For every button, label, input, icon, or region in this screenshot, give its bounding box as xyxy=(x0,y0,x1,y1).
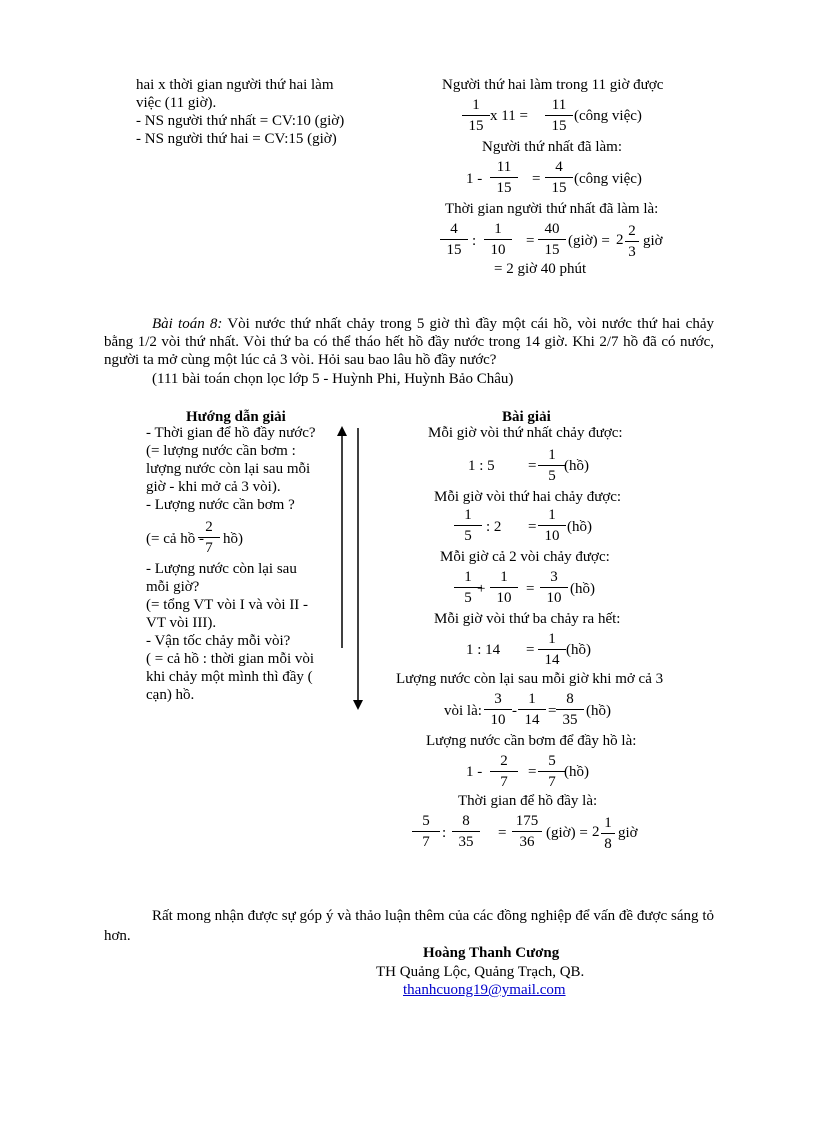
guide-heading: Hướng dẫn giải xyxy=(186,409,286,425)
author-school: TH Quảng Lộc, Quảng Trạch, QB. xyxy=(376,964,585,980)
operator: x 11 = xyxy=(490,108,528,124)
unit: giờ xyxy=(618,825,638,841)
fraction: $\frac{11}{15}$ xyxy=(490,158,518,197)
fraction: $\frac{5}{7}$ xyxy=(538,752,566,791)
unit: giờ xyxy=(643,233,663,249)
fraction: $\frac{1}{10}$ xyxy=(490,568,518,607)
unit: (công việc) xyxy=(574,108,642,124)
fraction: $\frac{3}{10}$ xyxy=(540,568,568,607)
fraction: $\frac{1}{14}$ xyxy=(538,630,566,669)
top-right-line-2: Người thứ nhất đã làm: xyxy=(482,139,623,155)
guide-line: mỗi giờ? xyxy=(146,579,200,595)
operator: = xyxy=(526,642,535,658)
down-arrow-icon xyxy=(353,428,363,710)
solution-step: Mỗi giờ vòi thứ nhất chảy được: xyxy=(428,425,623,441)
operator: (giờ) = xyxy=(546,825,588,841)
operator: = xyxy=(526,233,535,249)
operator: (giờ) = xyxy=(568,233,610,249)
top-right-line-4: = 2 giờ 40 phút xyxy=(494,261,587,277)
operator: 1 : 14 xyxy=(466,642,501,658)
fraction: $\frac{1}{14}$ xyxy=(518,690,546,729)
fraction: $\frac{8}{35}$ xyxy=(452,812,480,851)
guide-line: (= cả hồ - xyxy=(146,531,205,547)
guide-line: VT vòi III). xyxy=(146,615,217,631)
fraction: $\frac{4}{15}$ xyxy=(440,220,468,259)
guide-line: - Vận tốc chảy mỗi vòi? xyxy=(146,633,291,649)
fraction: $\frac{40}{15}$ xyxy=(538,220,566,259)
operator: 1 - xyxy=(466,764,483,780)
top-left-line-2: việc (11 giờ). xyxy=(136,95,217,111)
solution-heading: Bài giải xyxy=(502,409,551,425)
fraction: $\frac{4}{15}$ xyxy=(545,158,573,197)
operator: 1 - xyxy=(466,171,483,187)
up-arrow-icon xyxy=(337,426,347,648)
problem-statement: Bài toán 8: Vòi nước thứ nhất chảy trong 5 giờ thì đầy một cái hồ, vòi nước thứ hai chảy bằng 1/2 vòi thứ nhất. Vòi thứ ba có thể tháo hết hồ đầy nước trong 14 giờ. Khi 2/7 hồ đã có nước, người ta mở cùng một lúc cả 3 vòi. Hỏi sau bao lâu hồ đầy nước? xyxy=(104,316,714,368)
fraction: $\frac{1}{10}$ xyxy=(538,506,566,545)
guide-line: hồ) xyxy=(223,531,243,547)
operator: = xyxy=(528,458,537,474)
operator: = xyxy=(498,825,507,841)
fraction: $\frac{1}{10}$ xyxy=(484,220,512,259)
operator: = xyxy=(532,171,541,187)
author-email-link[interactable]: thanhcuong19@ymail.com xyxy=(403,982,566,998)
operator: - xyxy=(512,703,517,719)
operator: 1 : 5 xyxy=(468,458,495,474)
operator: = xyxy=(528,764,537,780)
fraction: $\frac{175}{36}$ xyxy=(512,812,542,851)
operator: = xyxy=(528,519,537,535)
guide-line: cạn) hồ. xyxy=(146,687,195,703)
author-name: Hoàng Thanh Cương xyxy=(423,945,560,961)
solution-step: Mỗi giờ vòi thứ ba chảy ra hết: xyxy=(434,611,621,627)
top-left-line-1: hai x thời gian người thứ hai làm xyxy=(136,77,334,93)
unit: (hồ) xyxy=(586,703,611,719)
top-left-line-3: - NS người thứ nhất = CV:10 (giờ) xyxy=(136,113,345,129)
unit: (hồ) xyxy=(564,458,589,474)
guide-line: (= lượng nước cần bơm : xyxy=(146,443,296,459)
closing-text: Rất mong nhận được sự góp ý và thảo luận thêm của các đồng nghiệp để vấn đề được sáng tỏ hơn. xyxy=(104,908,714,944)
operator: : xyxy=(442,825,447,841)
fraction: $\frac{5}{7}$ xyxy=(412,812,440,851)
fraction: $\frac{3}{10}$ xyxy=(484,690,512,729)
unit: (hồ) xyxy=(570,581,595,597)
solution-step: Lượng nước cần bơm để đầy hồ là: xyxy=(426,733,637,749)
solution-step: Thời gian để hồ đầy là: xyxy=(458,793,598,809)
unit: (công việc) xyxy=(574,171,642,187)
unit: (hồ) xyxy=(567,519,592,535)
operator: = xyxy=(526,581,535,597)
fraction: $\frac{1}{15}$ xyxy=(462,96,490,135)
fraction: $\frac{11}{15}$ xyxy=(545,96,573,135)
operator: vòi là: xyxy=(444,703,482,719)
guide-line: lượng nước còn lại sau mỗi xyxy=(146,461,311,477)
operator: = xyxy=(548,703,557,719)
top-right-line-1: Người thứ hai làm trong 11 giờ được xyxy=(442,77,664,93)
fraction: $\frac{1}{5}$ xyxy=(538,446,566,485)
fraction: $\frac{8}{35}$ xyxy=(556,690,584,729)
fraction: $\frac{1}{5}$ xyxy=(454,506,482,545)
unit: (hồ) xyxy=(566,642,591,658)
guide-line: giờ - khi mở cả 3 vòi). xyxy=(146,479,281,495)
guide-line: ( = cả hồ : thời gian mỗi vòi xyxy=(146,651,315,667)
operator: : 2 xyxy=(486,519,502,535)
operator: : xyxy=(472,233,477,249)
top-left-line-4: - NS người thứ hai = CV:15 (giờ) xyxy=(136,131,337,147)
solution-step: Mỗi giờ cả 2 vòi chảy được: xyxy=(440,549,610,565)
guide-line: - Lượng nước còn lại sau xyxy=(146,561,297,577)
guide-line: - Lượng nước cần bơm ? xyxy=(146,497,295,513)
operator: + xyxy=(477,581,486,597)
solution-step: Lượng nước còn lại sau mỗi giờ khi mở cả 3 xyxy=(396,671,664,687)
direction-arrows xyxy=(334,426,366,712)
solution-step: Mỗi giờ vòi thứ hai chảy được: xyxy=(434,489,622,505)
unit: (hồ) xyxy=(564,764,589,780)
top-right-line-3: Thời gian người thứ nhất đã làm là: xyxy=(445,201,659,217)
fraction: $\frac{1}{5}$ xyxy=(454,568,482,607)
fraction: $\frac{2}{7}$ xyxy=(198,518,220,557)
problem-source: (111 bài toán chọn lọc lớp 5 - Huỳnh Phi, Huỳnh Bảo Châu) xyxy=(152,371,514,387)
guide-line: khi chảy một mình thì đầy ( xyxy=(146,669,313,685)
fraction: $\frac{2}{7}$ xyxy=(490,752,518,791)
guide-line: (= tổng VT vòi I và vòi II - xyxy=(146,597,309,613)
guide-line: - Thời gian để hồ đầy nước? xyxy=(146,425,316,441)
